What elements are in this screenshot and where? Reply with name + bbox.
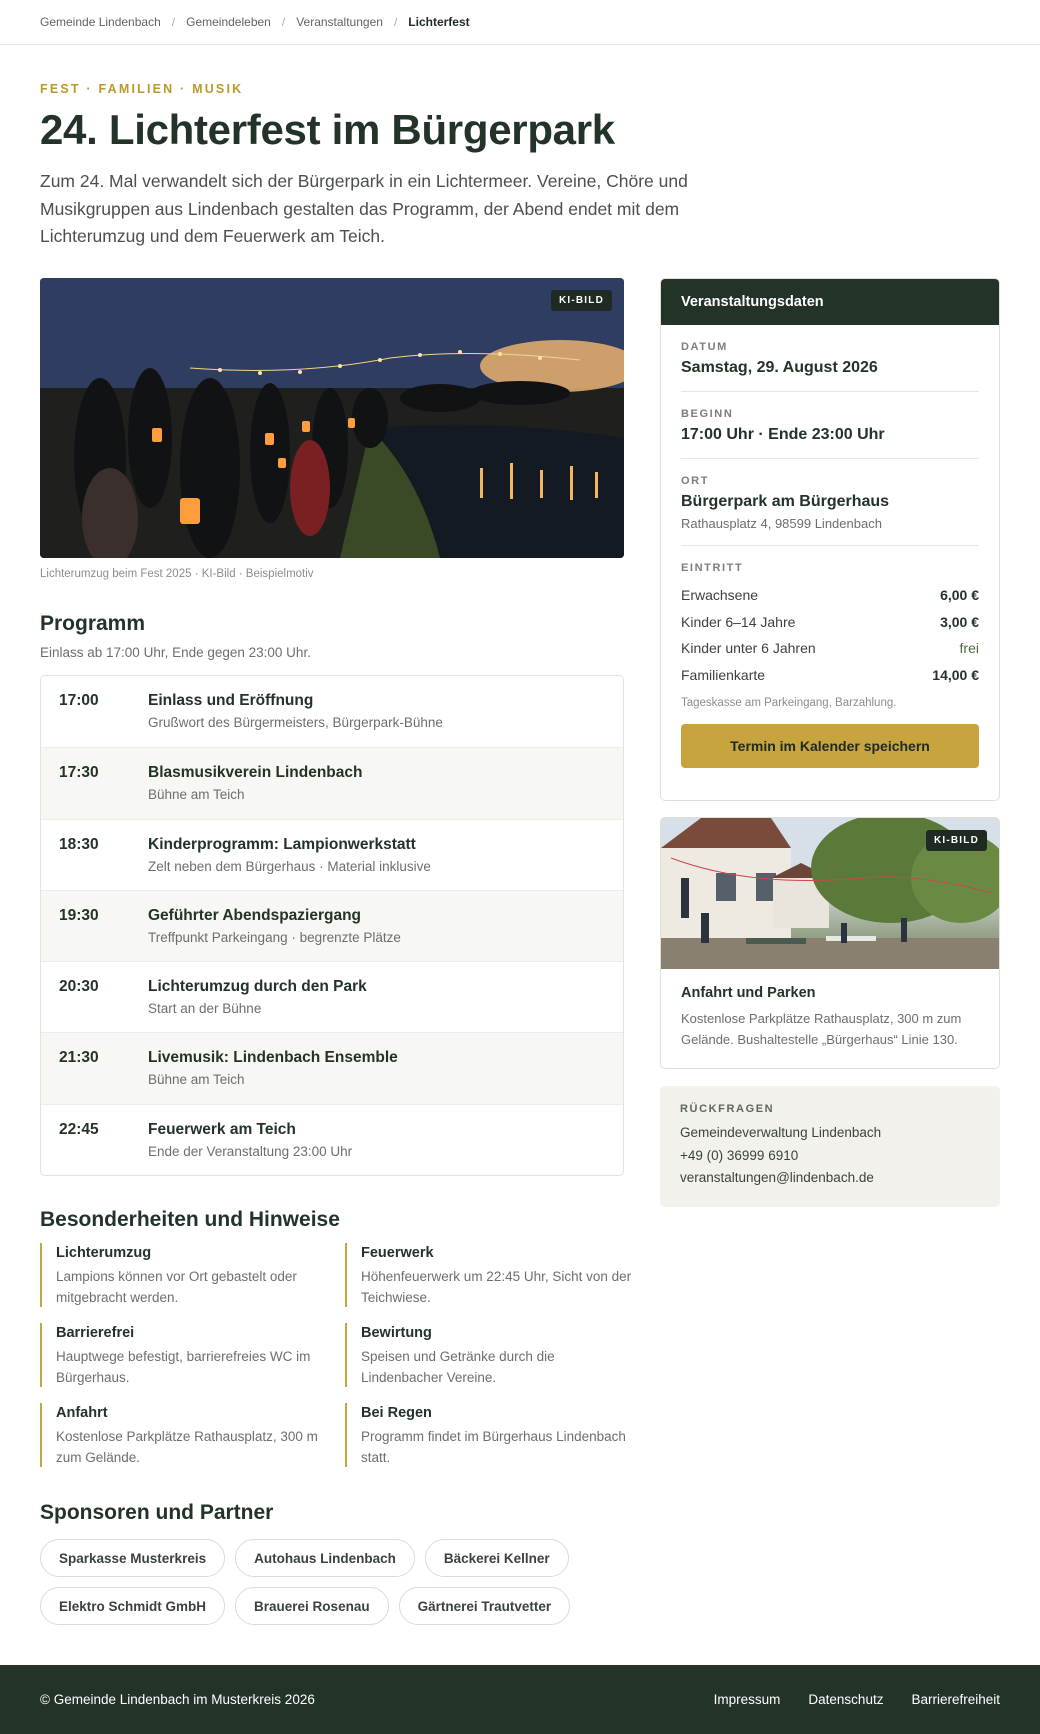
- program-row: [41, 676, 623, 747]
- price-list: [681, 582, 979, 688]
- note-desc: Lampions können vor Ort gebastelt oder mitgebracht werden.: [56, 1269, 297, 1306]
- breadcrumb-link-home[interactable]: Gemeinde Lindenbach: [40, 15, 161, 29]
- note-item: [40, 1243, 330, 1307]
- field-label: BEGINN: [681, 408, 734, 420]
- event-kicker: FEST · FAMILIEN · MUSIK: [40, 82, 244, 96]
- price-row: [681, 582, 979, 609]
- note-title: Anfahrt: [56, 1405, 108, 1422]
- lantern-parade-illustration: [40, 278, 624, 558]
- program-time: 21:30: [59, 1049, 99, 1067]
- program-row: [41, 819, 623, 890]
- price-row: [681, 609, 979, 636]
- program-title: Blasmusikverein Lindenbach: [148, 764, 363, 782]
- contact-label: RÜCKFRAGEN: [680, 1103, 775, 1115]
- sponsor-chip[interactable]: Bäckerei Kellner: [425, 1539, 569, 1577]
- price-label: Kinder 6–14 Jahre: [681, 613, 796, 630]
- save-to-calendar-button[interactable]: Termin im Kalender speichern: [681, 724, 979, 768]
- event-address: Rathausplatz 4, 98599 Lindenbach: [681, 516, 882, 531]
- note-title: Barrierefrei: [56, 1325, 135, 1342]
- program-row: [41, 961, 623, 1032]
- hero: [0, 45, 1040, 251]
- ai-image-badge: KI-BILD: [551, 290, 612, 311]
- directions-photo: [661, 818, 999, 969]
- sponsors-heading: Sponsoren und Partner: [40, 1501, 274, 1525]
- program-desc: Zelt neben dem Bürgerhaus · Material inklusive: [148, 858, 431, 874]
- price-label: Kinder unter 6 Jahren: [681, 640, 816, 657]
- program-time: 17:00: [59, 692, 99, 709]
- field-beginn: [681, 392, 979, 459]
- sponsor-chip[interactable]: Gärtnerei Trautvetter: [399, 1587, 571, 1625]
- price-row: [681, 635, 979, 662]
- notes-heading: Besonderheiten und Hinweise: [40, 1208, 340, 1232]
- program-table: [40, 675, 624, 1176]
- field-eintritt: [681, 546, 979, 782]
- program-time: 19:30: [59, 906, 99, 924]
- program-time: 18:30: [59, 835, 99, 853]
- note-item: [40, 1403, 330, 1467]
- note-item: [40, 1323, 330, 1387]
- ai-image-badge: KI-BILD: [926, 830, 987, 851]
- price-value: 6,00 €: [940, 587, 979, 604]
- price-value: frei: [959, 640, 979, 657]
- directions-desc: Kostenlose Parkplätze Rathausplatz, 300 m zum Gelände. Bushaltestelle „Bürgerhaus“ Linie 130.: [681, 1011, 962, 1047]
- page-title: 24. Lichterfest im Bürgerpark: [40, 106, 615, 153]
- contact-phone[interactable]: +49 (0) 36999 6910: [680, 1147, 799, 1163]
- contact-email[interactable]: veranstaltungen@lindenbach.de: [680, 1170, 874, 1185]
- payment-hint: Tageskasse am Parkeingang, Barzahlung.: [681, 697, 897, 709]
- note-desc: Kostenlose Parkplätze Rathausplatz, 300 m zum Gelände.: [56, 1429, 318, 1466]
- event-lede: Zum 24. Mal verwandelt sich der Bürgerpark in ein Lichtermeer. Vereine, Chöre und Musikgruppen aus Lindenbach gestalten das Programm, der Abend endet mit dem Lichterumzug und dem Feuerwerk am Teich.: [40, 171, 688, 247]
- notes-grid: [40, 1243, 632, 1467]
- program-row: [41, 1104, 623, 1175]
- field-datum: [681, 325, 979, 392]
- main-column: [40, 278, 632, 1625]
- price-label: Erwachsene: [681, 587, 759, 604]
- note-item: [345, 1243, 635, 1307]
- footer-nav: [714, 1692, 1000, 1707]
- note-title: Lichterumzug: [56, 1245, 152, 1262]
- site-footer: [0, 1665, 1040, 1734]
- program-title: Einlass und Eröffnung: [148, 692, 314, 709]
- program-title: Geführter Abendspaziergang: [148, 906, 362, 924]
- program-desc: Treffpunkt Parkeingang · begrenzte Plätze: [148, 929, 401, 945]
- note-desc: Höhenfeuerwerk um 22:45 Uhr, Sicht von der Teichwiese.: [361, 1269, 632, 1306]
- photo-caption: Lichterumzug beim Fest 2025 · KI-Bild · Beispielmotiv: [40, 568, 314, 580]
- breadcrumb-separator: /: [393, 15, 398, 29]
- price-value: 3,00 €: [940, 613, 979, 630]
- price-value: 14,00 €: [932, 666, 979, 683]
- note-desc: Programm findet im Bürgerhaus Lindenbach statt.: [361, 1429, 626, 1466]
- field-label: ORT: [681, 475, 710, 487]
- program-heading: Programm: [40, 612, 146, 635]
- event-details-card: [660, 278, 1000, 801]
- event-time: 17:00 Uhr · Ende 23:00 Uhr: [681, 426, 885, 443]
- program-title: Kinderprogramm: Lampionwerkstatt: [148, 835, 416, 853]
- breadcrumb-separator: /: [281, 15, 286, 29]
- sponsor-chip[interactable]: Sparkasse Musterkreis: [40, 1539, 225, 1577]
- program-time: 22:45: [59, 1120, 99, 1138]
- note-desc: Hauptwege befestigt, barrierefreies WC im Bürgerhaus.: [56, 1349, 311, 1386]
- contact-box: [660, 1086, 1000, 1207]
- breadcrumb-separator: /: [171, 15, 176, 29]
- event-photo: [40, 278, 624, 558]
- footer-link-impressum[interactable]: Impressum: [713, 1692, 781, 1707]
- program-desc: Bühne am Teich: [148, 1072, 245, 1088]
- event-venue: Bürgerpark am Bürgerhaus: [681, 493, 890, 510]
- program-title: Lichterumzug durch den Park: [148, 978, 367, 996]
- note-desc: Speisen und Getränke durch die Lindenbacher Vereine.: [361, 1349, 555, 1386]
- sponsor-chip[interactable]: Brauerei Rosenau: [235, 1587, 389, 1625]
- footer-copyright: © Gemeinde Lindenbach im Musterkreis 2026: [40, 1692, 315, 1707]
- sponsor-list: [40, 1539, 624, 1625]
- note-item: [345, 1323, 635, 1387]
- program-subtitle: Einlass ab 17:00 Uhr, Ende gegen 23:00 Uhr.: [40, 645, 311, 660]
- breadcrumb-link-gemeindeleben[interactable]: Gemeindeleben: [186, 15, 271, 29]
- price-label: Familienkarte: [681, 666, 766, 683]
- program-desc: Start an der Bühne: [148, 1001, 262, 1017]
- directions-title: Anfahrt und Parken: [681, 985, 816, 1001]
- program-time: 20:30: [59, 978, 99, 996]
- price-row: [681, 662, 979, 689]
- note-item: [345, 1403, 635, 1467]
- breadcrumb-link-veranstaltungen[interactable]: Veranstaltungen: [296, 15, 383, 29]
- field-ort: [681, 459, 979, 546]
- sponsor-chip[interactable]: Autohaus Lindenbach: [235, 1539, 415, 1577]
- breadcrumb: [0, 0, 1040, 45]
- program-time: 17:30: [59, 764, 99, 782]
- program-desc: Ende der Veranstaltung 23:00 Uhr: [148, 1143, 353, 1159]
- program-title: Feuerwerk am Teich: [148, 1120, 296, 1138]
- program-row: [41, 747, 623, 818]
- program-desc: Bühne am Teich: [148, 787, 245, 803]
- breadcrumb-current: Lichterfest: [408, 15, 470, 29]
- sidebar: [660, 278, 1000, 1207]
- note-title: Bewirtung: [361, 1325, 432, 1342]
- program-desc: Grußwort des Bürgermeisters, Bürgerpark-Bühne: [148, 715, 443, 730]
- program-title: Livemusik: Lindenbach Ensemble: [148, 1049, 398, 1067]
- footer-link-datenschutz[interactable]: Datenschutz: [808, 1692, 884, 1707]
- sponsor-chip[interactable]: Elektro Schmidt GmbH: [40, 1587, 225, 1625]
- footer-link-barrierefreiheit[interactable]: Barrierefreiheit: [911, 1692, 1000, 1707]
- program-row: [41, 1032, 623, 1103]
- event-details-header: Veranstaltungsdaten: [661, 279, 999, 325]
- directions-card: [660, 817, 1000, 1069]
- event-date: Samstag, 29. August 2026: [681, 359, 878, 376]
- field-label: EINTRITT: [681, 562, 744, 574]
- field-label: DATUM: [681, 341, 728, 353]
- program-row: [41, 890, 623, 961]
- contact-org: Gemeindeverwaltung Lindenbach: [680, 1125, 882, 1140]
- note-title: Feuerwerk: [361, 1245, 434, 1262]
- note-title: Bei Regen: [361, 1405, 432, 1422]
